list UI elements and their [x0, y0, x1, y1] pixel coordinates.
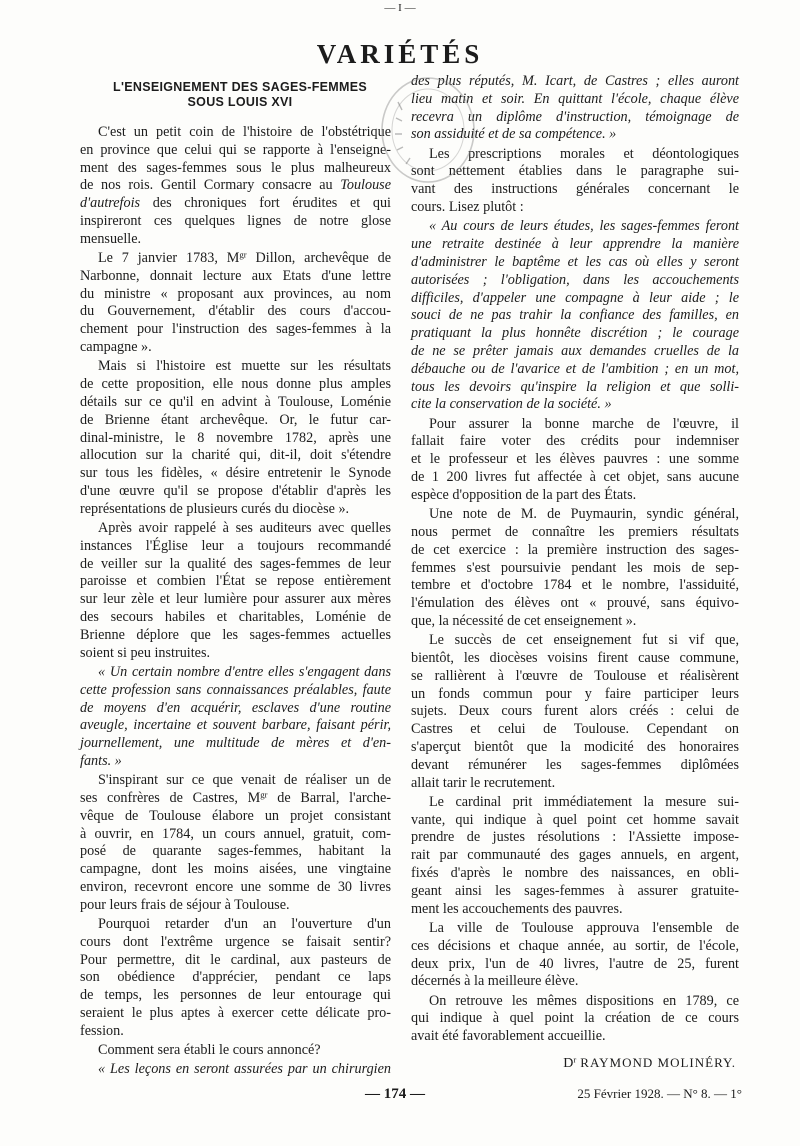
text-line: Le succès de cet enseignement fut si vif que, [429, 632, 739, 649]
article-title-line-2: SOUS LOUIS XVI [187, 94, 293, 109]
text-line: souci de ne pas trahir la confiance des familles, en [411, 307, 739, 324]
text-line: des secours habiles et charitables, Loménie de [80, 609, 391, 626]
text-line: son assiduité et de sa compétence. » [411, 126, 617, 143]
text-line: espèce d'opposition de la part des États. [411, 486, 637, 503]
text-line: journellement, une multitude de mères et d'en- [80, 735, 391, 752]
article-right-column [411, 73, 739, 1046]
text-line: Une note de M. de Puymaurin, syndic général, [429, 506, 739, 523]
italic-segment: Toulouse [340, 177, 391, 194]
text-line: Après avoir rappelé à ses auditeurs avec quelles [98, 520, 391, 537]
text-line [80, 195, 391, 213]
paragraph [411, 73, 739, 144]
text-segment: de Barral, l'arche- [267, 789, 391, 806]
text-segment: ses confrères de Castres, M [80, 789, 261, 806]
superscript: gr [239, 249, 247, 260]
text-line: à ouvrir, en 1784, un cours annuel, gratuit, com- [80, 825, 391, 842]
text-line: Pour assurer la bonne marche de l'œuvre, il [429, 415, 739, 432]
text-line: un fonds commun pour y faire participer leurs [411, 685, 739, 702]
text-line: son obédience d'apprécier, pendant ce laps [80, 969, 391, 986]
paragraph [411, 920, 739, 991]
text-line: avait été favorablement accueillie. [411, 1028, 606, 1045]
text-line: chement pour l'instruction des sages-femmes à la [80, 321, 391, 338]
text-line: rait par communauté des gages annuels, en argent, [411, 847, 739, 864]
text-line: de veiller sur la qualité des sages-femmes de leur [80, 555, 391, 572]
paragraph [411, 506, 739, 631]
signature [563, 1054, 736, 1073]
text-line: dinal-ministre, le 8 novembre 1782, après une [80, 429, 391, 446]
article-title [88, 80, 392, 109]
text-line: nous permet de connaître les premiers résultats [411, 523, 739, 540]
text-line: Narbonne, donnait lecture aux Etats d'une lettre [80, 267, 391, 284]
text-line: pratiquant la plus honnête discrétion ; le courage [411, 325, 739, 342]
paragraph [80, 124, 391, 249]
italic-segment: d'autrefois [80, 195, 141, 212]
text-line: fallait faire voter des crédits pour indemniser [411, 433, 739, 450]
article-title-line-1: L'ENSEIGNEMENT DES SAGES-FEMMES [113, 80, 367, 94]
text-line: pour leurs frais de séjour à Toulouse. [80, 896, 290, 913]
text-line: Pour permettre, dit le cardinal, aux pasteurs de [80, 951, 391, 968]
text-line: tembre et d'octobre 1784 et le nombre, l'assiduité, [411, 577, 739, 594]
text-line: de moyens d'en acquérir, esclaves d'une routine [80, 699, 391, 716]
text-line: Castres et celui de Toulouse. Cependant on [411, 721, 739, 738]
text-line: se rallièrent à l'œuvre de Toulouse et réalisèrent [411, 667, 739, 684]
text-segment: des chroniques fort érudites et qui [140, 195, 391, 212]
text-line: du ministre « proposant aux provinces, au nom [80, 285, 391, 302]
text-line [80, 250, 391, 268]
text-line: cette profession sans connaissances préalables, faute [80, 681, 391, 698]
text-line: « Au cours de leurs études, les sages-femmes feront [429, 218, 739, 235]
paragraph [80, 664, 391, 771]
text-line: vant des instructions générales concernant le [411, 181, 739, 198]
signature-name: RAYMOND MOLINÉRY. [580, 1055, 736, 1070]
paragraph [80, 1061, 391, 1079]
text-line: sont nettement établies dans le paragraphe sui- [411, 163, 739, 180]
text-line: difficiles, d'appeler une compagne à leur aide ; le [411, 289, 739, 306]
text-line: inspireront ces quelques lignes de notre glose [80, 212, 391, 229]
text-line: allocution sur la charité qui, dit-il, doit s'étendre [80, 447, 391, 464]
text-line: campagne ». [80, 339, 152, 356]
text-line: du Gouvernement, d'établir des cours d'accou- [80, 303, 391, 320]
text-line: s'aperçut bientôt que la modicité des honoraires [411, 738, 739, 755]
text-line: de cette proposition, elle nous donne plus amples [80, 376, 391, 393]
paragraph [411, 993, 739, 1046]
paragraph [411, 146, 739, 217]
text-line: une retraite destinée à leur apprendre la manière [411, 236, 739, 253]
text-line: ment les accouchements des pauvres. [411, 900, 623, 917]
text-line: aveugle, incertaine et souvent barbare, faisant périr, [80, 717, 391, 734]
text-line: détails sur ce qu'il en advint à Toulouse, Loménie [80, 393, 391, 410]
text-line: fixés d'après le nombre des naissances, en obli- [411, 865, 739, 882]
text-line: mensuelle. [80, 230, 142, 247]
text-line: prendre de justes résolutions : l'Assiette impose- [411, 829, 739, 846]
text-line: des plus réputés, M. Icart, de Castres ; elles auront [411, 73, 739, 89]
text-line: sur leur zèle et leur lumière pour assurer aux mères [80, 591, 391, 608]
text-line: Mais si l'histoire est muette sur les résultats [98, 358, 391, 375]
paragraph [411, 794, 739, 919]
text-line: et le professeur et les élèves pauvres : une somme [411, 451, 739, 468]
text-line: décernés à la meilleure élève. [411, 973, 579, 990]
footer-page-number: — 174 — [365, 1086, 425, 1102]
superscript: gr [260, 789, 268, 800]
text-line: de 1 200 livres fut affectée à cet objet, sans aucune [411, 469, 739, 486]
text-line: ces décisions et chaque année, au sortir, de l'école, [411, 937, 739, 954]
text-line: Les prescriptions morales et déontologiques [429, 145, 739, 162]
text-line: l'émulation des élèves ont « prouvé, sans équivo- [411, 595, 739, 612]
text-line: de Brienne étant archevêque. Or, le futur car- [80, 411, 391, 428]
paragraph [80, 250, 391, 357]
text-line: cours. Lisez plutôt : [411, 199, 524, 216]
footer-issue-date: 25 Février 1928. — N° 8. — 1° [577, 1086, 742, 1101]
text-line: instances l'Église leur a toujours recommandé [80, 537, 391, 554]
text-segment: Le 7 janvier 1783, M [98, 250, 240, 267]
text-line: femmes s'est poursuivie pendant les mois de sep- [411, 559, 739, 576]
text-line: Le cardinal prit immédiatement la mesure sui- [429, 793, 739, 810]
text-line: lieu matin et soir. En quittant l'école, chaque élève [411, 90, 739, 107]
text-line: Comment sera établi le cours annoncé? [98, 1042, 321, 1059]
text-line: devant rémunérer les sages-femmes diplômées [411, 756, 739, 773]
paragraph [411, 218, 739, 414]
text-line: que, la nécessité de cet enseignement ». [411, 612, 637, 629]
text-line: d'administrer le baptême et les cas où elles y seront [411, 253, 739, 270]
text-line: Brienne déplore que les sages-femmes actuelles [80, 626, 391, 643]
text-line: sur tous les fidèles, « désire entretenir le Synode [80, 465, 391, 482]
text-line: de temps, les personnes de leur entourage qui [80, 987, 391, 1004]
paragraph [411, 632, 739, 792]
paragraph [80, 916, 391, 1041]
section-title: VARIÉTÉS [316, 39, 484, 69]
text-line: de ne se prêter jamais aux demandes cruelles de la [411, 342, 739, 359]
text-line [80, 177, 391, 195]
text-line: La ville de Toulouse approuva l'ensemble de [429, 919, 739, 936]
text-segment: Dillon, archevêque de [246, 250, 391, 267]
text-line: allait tarir le recrutement. [411, 774, 556, 791]
text-line: recevra un diplôme d'instruction, témoignage de [411, 108, 739, 125]
article-left-column [80, 124, 391, 1079]
text-line: tous les devoirs qu'inspire la religion et que solli- [411, 378, 739, 395]
text-line: seraient le plus aptes à exercer cette délicate pro- [80, 1005, 391, 1022]
text-line: autorisées ; l'obligation, dans les accouchements [411, 271, 739, 288]
paragraph [80, 358, 391, 518]
text-line: geant ainsi les sages-femmes à assurer gratuite- [411, 882, 739, 899]
paragraph [80, 1042, 391, 1060]
text-line: S'inspirant sur ce que venait de réaliser un de [98, 772, 391, 789]
text-line: « Un certain nombre d'entre elles s'engagent dans [98, 663, 391, 680]
paragraph [411, 416, 739, 505]
page-marker: — I — [384, 2, 416, 14]
signature-prefix-sup: r [573, 1054, 577, 1065]
text-line: représentations de plusieurs curés du diocèse ». [80, 500, 350, 517]
text-line: vante, qui indique à quel point cet homme savait [411, 811, 739, 828]
text-line: fants. » [80, 752, 122, 769]
text-line: bientôt, les diocèses voisins firent cause commune, [411, 650, 739, 666]
text-line: ment des sages-femmes sous le plus malheureux [80, 159, 391, 176]
text-line: campagne, dont les moins aisées, une vingtaine [80, 861, 391, 878]
text-line: cite la conservation de la société. » [411, 396, 612, 413]
text-line: « Les leçons en seront assurées par un chirurgien [98, 1061, 391, 1078]
text-line: soient si peu instruites. [80, 644, 211, 661]
text-line: deux prix, l'un de 40 livres, l'autre de 25, furent [411, 955, 739, 972]
text-line: en province que celui qui se rapporte à l'enseigne- [80, 141, 391, 158]
text-segment: de nos rois. Gentil Cormary consacre au [80, 177, 341, 194]
signature-prefix: D [563, 1056, 574, 1071]
paragraph [80, 520, 391, 662]
text-line: qui indique à quel point la création de ce cours [411, 1010, 739, 1027]
text-line: C'est un petit coin de l'histoire de l'obstétrique [98, 124, 391, 140]
text-line: fession. [80, 1022, 124, 1039]
text-line: environ, recevront encore une somme de 30 livres [80, 878, 391, 895]
text-line: paroisse et combien l'État se repose entièrement [80, 573, 391, 590]
text-line [80, 790, 391, 808]
text-line: débauche ou de l'avarice et de l'ambition ; en un mot, [411, 360, 739, 377]
text-line: Pourquoi retarder d'un an l'ouverture d'un [98, 916, 391, 933]
text-line: sujets. Deux cours furent alors créés : celui de [411, 703, 739, 720]
text-line: cours dont l'extrême urgence se faisait sentir? [80, 933, 391, 950]
text-line: de cet exercice : la première instruction des sages- [411, 541, 739, 558]
text-line: On retrouve les mêmes dispositions en 1789, ce [429, 992, 739, 1009]
text-line: posé de quarante sages-femmes, habitant la [80, 843, 391, 860]
text-line: vêque de Toulouse élabore un projet consistant [80, 807, 391, 824]
paragraph [80, 772, 391, 914]
text-line: d'une œuvre qu'il se propose d'établir d'après les [80, 482, 391, 499]
